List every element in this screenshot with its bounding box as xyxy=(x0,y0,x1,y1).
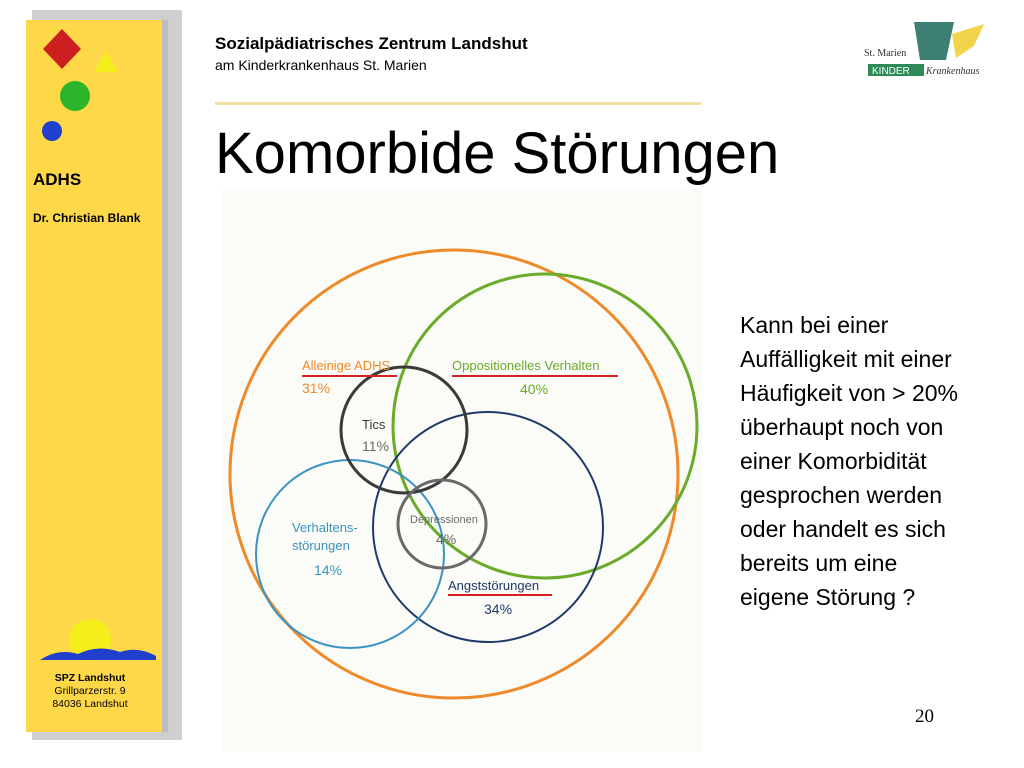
value-depressionen: 4% xyxy=(436,531,457,547)
label-oppositionelles-verhalten: Oppositionelles Verhalten xyxy=(452,358,600,373)
value-verhaltensstoerungen: 14% xyxy=(314,562,343,578)
label-angststoerungen: Angststörungen xyxy=(448,578,540,593)
blue-circle-icon xyxy=(42,121,62,141)
question-line: oder handelt es sich xyxy=(740,516,946,542)
question-line: Häufigkeit von > 20% xyxy=(740,380,958,406)
label-verhaltensstoerungen-2: störungen xyxy=(292,538,350,553)
hospital-logo xyxy=(862,16,988,82)
sidebar-title: ADHS xyxy=(33,170,82,189)
question-line: bereits um eine xyxy=(740,550,898,576)
logo-kinder: KINDER xyxy=(872,66,910,77)
label-verhaltensstoerungen-1: Verhaltens- xyxy=(292,520,358,535)
value-oppositionelles-verhalten: 40% xyxy=(520,381,549,397)
slide-title: Komorbide Störungen xyxy=(215,121,780,186)
value-alleinige-adhs: 31% xyxy=(302,380,331,396)
page-number: 20 xyxy=(915,706,934,727)
sidebar-author: Dr. Christian Blank xyxy=(33,211,141,225)
question-line: Kann bei einer xyxy=(740,312,889,338)
address-name: SPZ Landshut xyxy=(54,672,126,684)
label-depressionen: Depressionen xyxy=(410,514,478,526)
address-block xyxy=(26,672,154,711)
question-text xyxy=(740,308,1020,614)
hospital-emblem-icon xyxy=(914,22,954,60)
question-line: Auffälligkeit mit einer xyxy=(740,346,952,372)
header-subtitle: am Kinderkrankenhaus St. Marien xyxy=(215,57,427,73)
red-diamond-icon xyxy=(43,29,81,69)
value-angststoerungen: 34% xyxy=(484,601,513,617)
spz-shapes-logo xyxy=(26,20,168,160)
address-city: 84036 Landshut xyxy=(52,698,128,710)
question-line: überhaupt noch von xyxy=(740,414,944,440)
yellow-triangle-icon xyxy=(94,51,118,72)
logo-st-marien: St. Marien xyxy=(864,48,907,59)
question-line: eigene Störung ? xyxy=(740,584,916,610)
sun-over-water-logo xyxy=(38,618,158,668)
address-street: Grillparzerstr. 9 xyxy=(54,685,126,697)
green-circle-icon xyxy=(60,81,90,111)
header-title: Sozialpädiatrisches Zentrum Landshut xyxy=(215,34,528,53)
question-line: einer Komorbidität xyxy=(740,448,927,474)
question-line: gesprochen werden xyxy=(740,482,943,508)
comorbidity-venn-diagram xyxy=(222,190,702,752)
header-divider xyxy=(215,102,701,105)
label-alleinige-adhs: Alleinige ADHS xyxy=(302,358,391,373)
logo-krankenhaus: Krankenhaus xyxy=(926,66,980,77)
label-tics: Tics xyxy=(362,417,386,432)
value-tics: 11% xyxy=(362,438,389,454)
